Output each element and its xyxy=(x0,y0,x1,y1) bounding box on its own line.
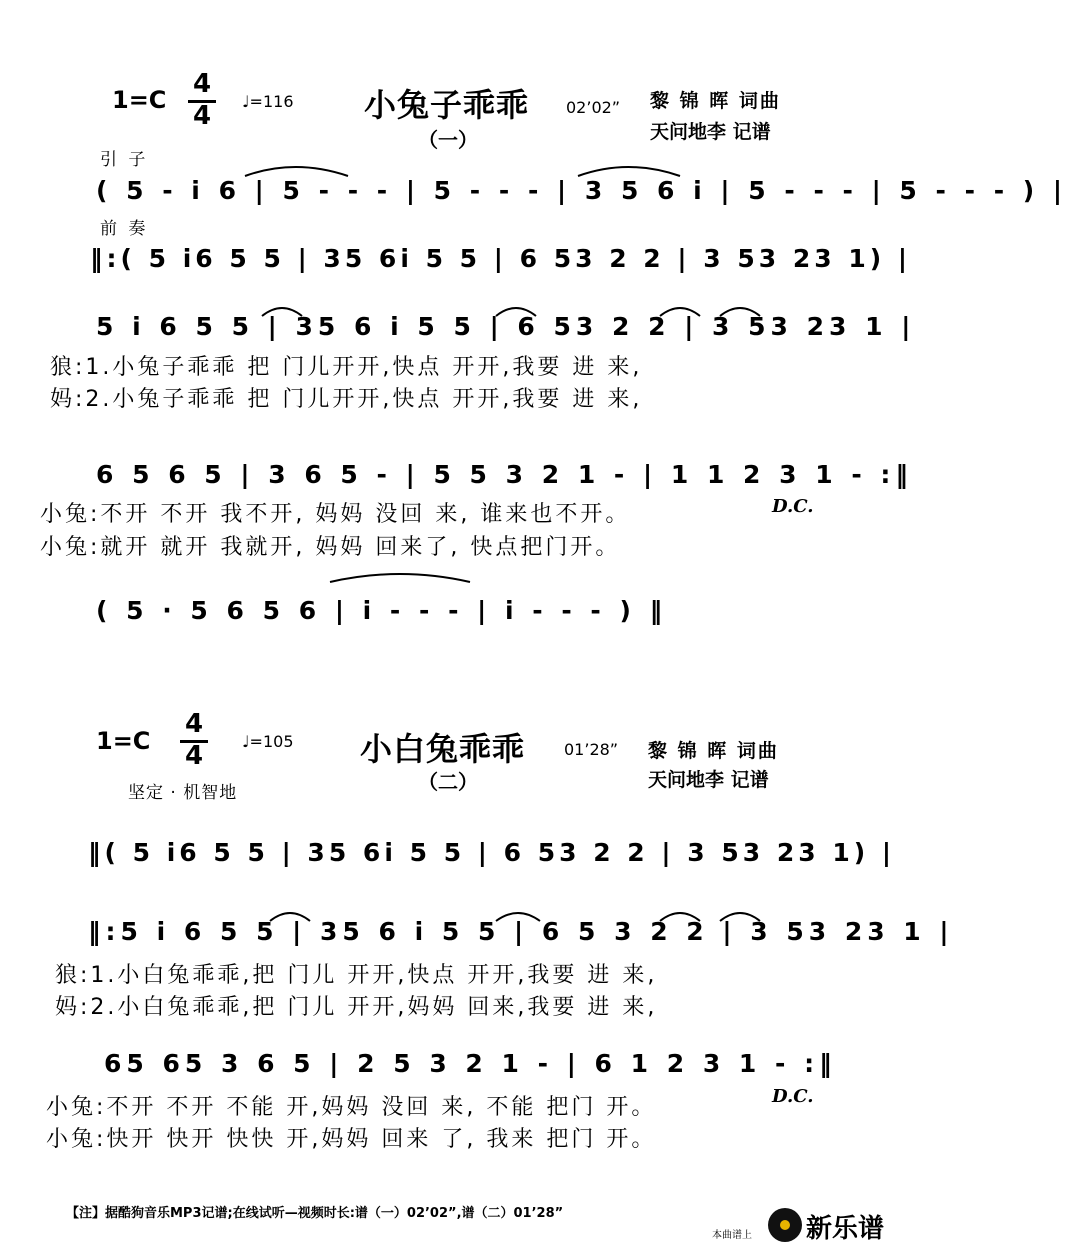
song1-intro-line: ( 5 - i 6 | 5 - - - | 5 - - - | 3 5 6 i | 5 - - - | 5 - - - ) | xyxy=(96,176,1067,205)
song1-lyric2: 妈:2.小兔子乖乖 把 门儿开开,快点 开开,我要 进 来, xyxy=(50,387,643,412)
song2-title: 小白兔乖乖 xyxy=(360,730,526,768)
song1-answer-lyric1: 小兔:不开 不开 我不开, 妈妈 没回 来, 谁来也不开。 xyxy=(40,502,631,527)
song1-intro-label: 引 子 xyxy=(100,150,149,170)
song2-tempo: ♩=105 xyxy=(242,732,294,751)
song2-key: 1=C xyxy=(96,727,151,755)
song2-expression: 坚定 · 机智地 xyxy=(128,783,238,803)
song1-tempo: ♩=116 xyxy=(242,92,294,111)
song2-duration: 01’28” xyxy=(564,740,619,759)
song1-key: 1=C xyxy=(112,86,167,114)
song1-composer: 黎 锦 晖 词曲 xyxy=(650,90,781,112)
song2-transcriber: 天问地李 记谱 xyxy=(648,769,769,791)
song1-ending-line: ( 5 · 5 6 5 6 | i - - - | i - - - ) ‖ xyxy=(96,596,668,625)
song2-composer: 黎 锦 晖 词曲 xyxy=(648,740,779,762)
song2-subtitle: （二） xyxy=(418,770,478,794)
song1-time-bottom: 4 xyxy=(192,101,212,131)
footer-logo-name: 新乐谱 xyxy=(806,1214,885,1244)
song1-answer-lyric2: 小兔:就开 就开 我就开, 妈妈 回来了, 快点把门开。 xyxy=(40,535,621,560)
song2-time-top: 4 xyxy=(184,709,204,739)
footer-logo-prefix: 本曲谱上 xyxy=(712,1230,752,1241)
song2-dc-mark: D.C. xyxy=(772,1086,814,1107)
song1-lyric1: 狼:1.小兔子乖乖 把 门儿开开,快点 开开,我要 进 来, xyxy=(50,355,643,380)
song2-time-bottom: 4 xyxy=(184,741,204,771)
song1-transcriber: 天问地李 记谱 xyxy=(650,121,771,143)
song1-subtitle: （一） xyxy=(418,128,478,152)
song2-verse-line: ‖:5 i 6 5 5 | 35 6 i 5 5 | 6 5 3 2 2 | 3 53 23 1 | xyxy=(88,917,954,946)
song1-duration: 02’02” xyxy=(566,98,621,117)
song2-prelude-line: ‖( 5 i6 5 5 | 35 6i 5 5 | 6 53 2 2 | 3 53 23 1) | xyxy=(88,838,895,867)
song2-lyric2: 妈:2.小白兔乖乖,把 门儿 开开,妈妈 回来,我要 进 来, xyxy=(55,995,658,1020)
song2-answer-line: 65 65 3 6 5 | 2 5 3 2 1 - | 6 1 2 3 1 - :‖ xyxy=(104,1049,837,1078)
song1-prelude-label: 前 奏 xyxy=(100,219,149,239)
song1-answer-line: 6 5 6 5 | 3 6 5 - | 5 5 3 2 1 - | 1 1 2 3 1 - :‖ xyxy=(96,460,913,489)
song1-time-top: 4 xyxy=(192,69,212,99)
footer-note: 【注】据酷狗音乐MP3记谱;在线试听—视频时长:谱（一）02’02”,谱（二）01’28” xyxy=(66,1206,564,1221)
song1-dc-mark: D.C. xyxy=(772,496,814,517)
song2-answer-lyric1: 小兔:不开 不开 不能 开,妈妈 没回 来, 不能 把门 开。 xyxy=(46,1095,657,1120)
song2-lyric1: 狼:1.小白兔乖乖,把 门儿 开开,快点 开开,我要 进 来, xyxy=(55,963,658,988)
song1-verse-line: 5 i 6 5 5 | 35 6 i 5 5 | 6 53 2 2 | 3 53 23 1 | xyxy=(96,312,916,341)
song2-answer-lyric2: 小兔:快开 快开 快快 开,妈妈 回来 了, 我来 把门 开。 xyxy=(46,1127,657,1152)
song1-title: 小兔子乖乖 xyxy=(364,86,530,124)
song1-prelude-line: ‖:( 5 i6 5 5 | 35 6i 5 5 | 6 53 2 2 | 3 53 23 1) | xyxy=(90,244,911,273)
